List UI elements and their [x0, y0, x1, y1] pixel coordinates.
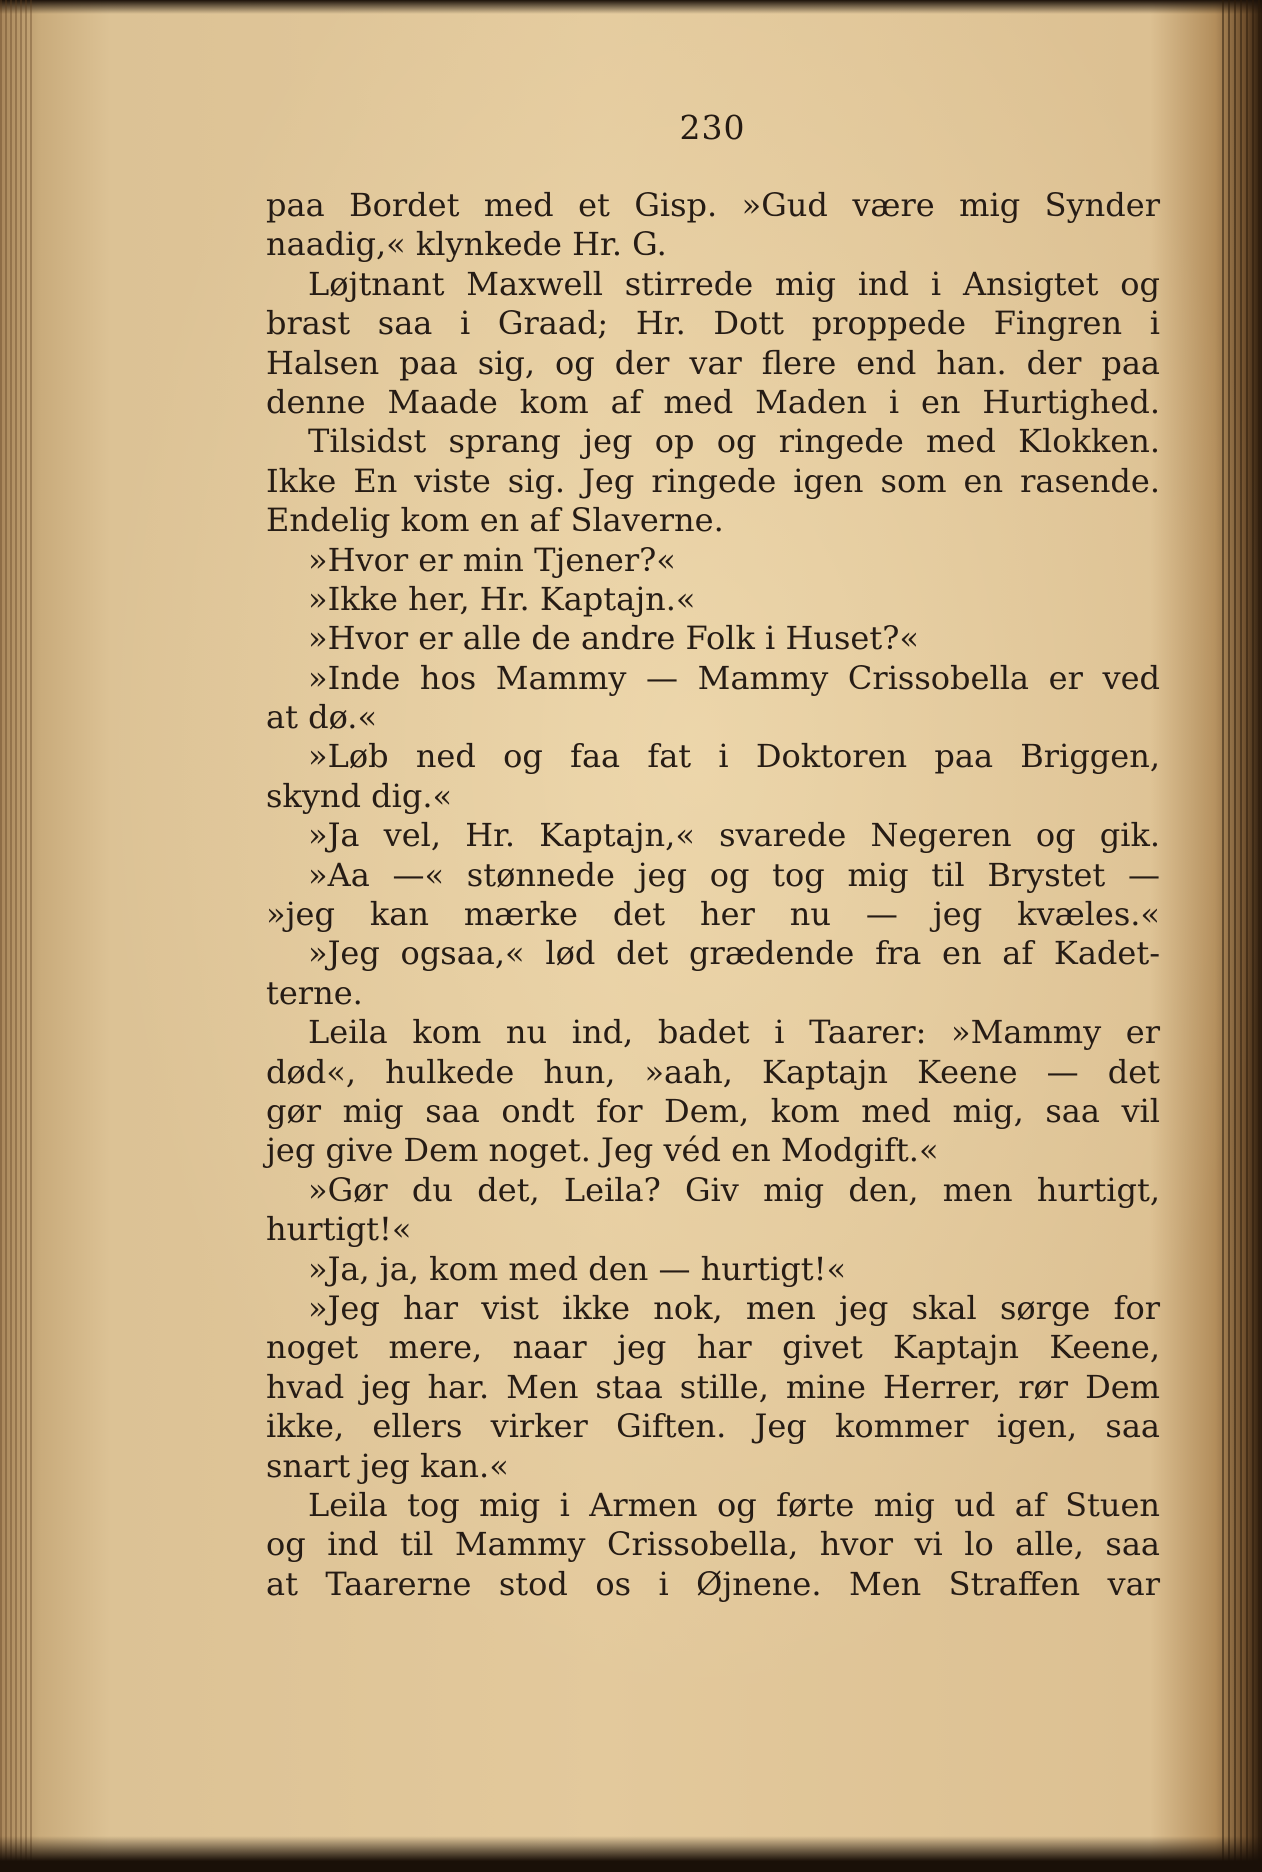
text-line: Ikke En viste sig. Jeg ringede igen som en rasende.	[266, 461, 1160, 500]
text-line: naadig,« klynkede Hr. G.	[266, 225, 667, 264]
text-line: at Taarerne stod os i Øjnene. Men Straffen var	[266, 1564, 1160, 1603]
text-line: »jeg kan mærke det her nu — jeg kvæles.«	[266, 895, 1160, 934]
text-line: Halsen paa sig, og der var flere end han. der paa	[266, 343, 1160, 382]
text-line: »Jeg ogsaa,« lød det grædende fra en af Kadet-	[308, 934, 1160, 973]
text-line: paa Bordet med et Gisp. »Gud være mig Synder	[266, 186, 1160, 224]
text-line: »Løb ned og faa fat i Doktoren paa Briggen,	[308, 737, 1160, 776]
text-line: »Aa —« stønnede jeg og tog mig til Brystet —	[308, 855, 1160, 894]
text-line: »Ikke her, Hr. Kaptajn.«	[308, 579, 696, 618]
text-line: »Hvor er alle de andre Folk i Huset?«	[308, 619, 919, 658]
page-bottom-shadow	[0, 1836, 1262, 1872]
text-line: »Jeg har vist ikke nok, men jeg skal sørge for	[308, 1288, 1160, 1327]
text-line: »Gør du det, Leila? Giv mig den, men hurtigt,	[308, 1170, 1160, 1209]
text-line: ikke, ellers virker Giften. Jeg kommer igen, saa	[266, 1407, 1160, 1446]
text-line: og ind til Mammy Crissobella, hvor vi lo alle, saa	[266, 1525, 1160, 1564]
text-line: terne.	[266, 973, 363, 1012]
text-line: hurtigt!«	[266, 1210, 412, 1249]
page-gutter-left	[0, 0, 34, 1872]
text-line: snart jeg kan.«	[266, 1446, 509, 1485]
text-line: at dø.«	[266, 698, 378, 737]
text-line: Endelig kom en af Slaverne.	[266, 501, 724, 540]
text-line: »Ja, ja, kom med den — hurtigt!«	[308, 1249, 847, 1288]
text-line: »Inde hos Mammy — Mammy Crissobella er ved	[308, 658, 1160, 697]
text-line: denne Maade kom af med Maden i en Hurtighed.	[266, 382, 1160, 421]
page-top-shadow	[0, 0, 1262, 14]
text-line: »Ja vel, Hr. Kaptajn,« svarede Negeren og gik.	[308, 816, 1160, 855]
text-line: jeg give Dem noget. Jeg véd en Modgift.«	[266, 1131, 939, 1170]
text-line: død«, hulkede hun, »aah, Kaptajn Keene — det	[266, 1052, 1160, 1091]
text-line: gør mig saa ondt for Dem, kom med mig, saa vil	[266, 1091, 1160, 1130]
text-line: noget mere, naar jeg har givet Kaptajn Keene,	[266, 1328, 1160, 1367]
text-line: Leila tog mig i Armen og førte mig ud af Stuen	[308, 1485, 1160, 1524]
text-line: brast saa i Graad; Hr. Dott proppede Fingren i	[266, 304, 1160, 343]
text-line: »Hvor er min Tjener?«	[308, 540, 676, 579]
body-text	[266, 186, 1160, 1604]
text-line: hvad jeg har. Men staa stille, mine Herrer, rør Dem	[266, 1367, 1160, 1406]
text-line: Tilsidst sprang jeg op og ringede med Klokken.	[308, 422, 1160, 461]
page-fore-edge-right	[1222, 0, 1262, 1872]
page-number: 230	[679, 108, 746, 147]
text-line: skynd dig.«	[266, 776, 453, 815]
text-line: Leila kom nu ind, badet i Taarer: »Mammy er	[308, 1013, 1160, 1052]
text-line: Løjtnant Maxwell stirrede mig ind i Ansigtet og	[308, 264, 1160, 303]
